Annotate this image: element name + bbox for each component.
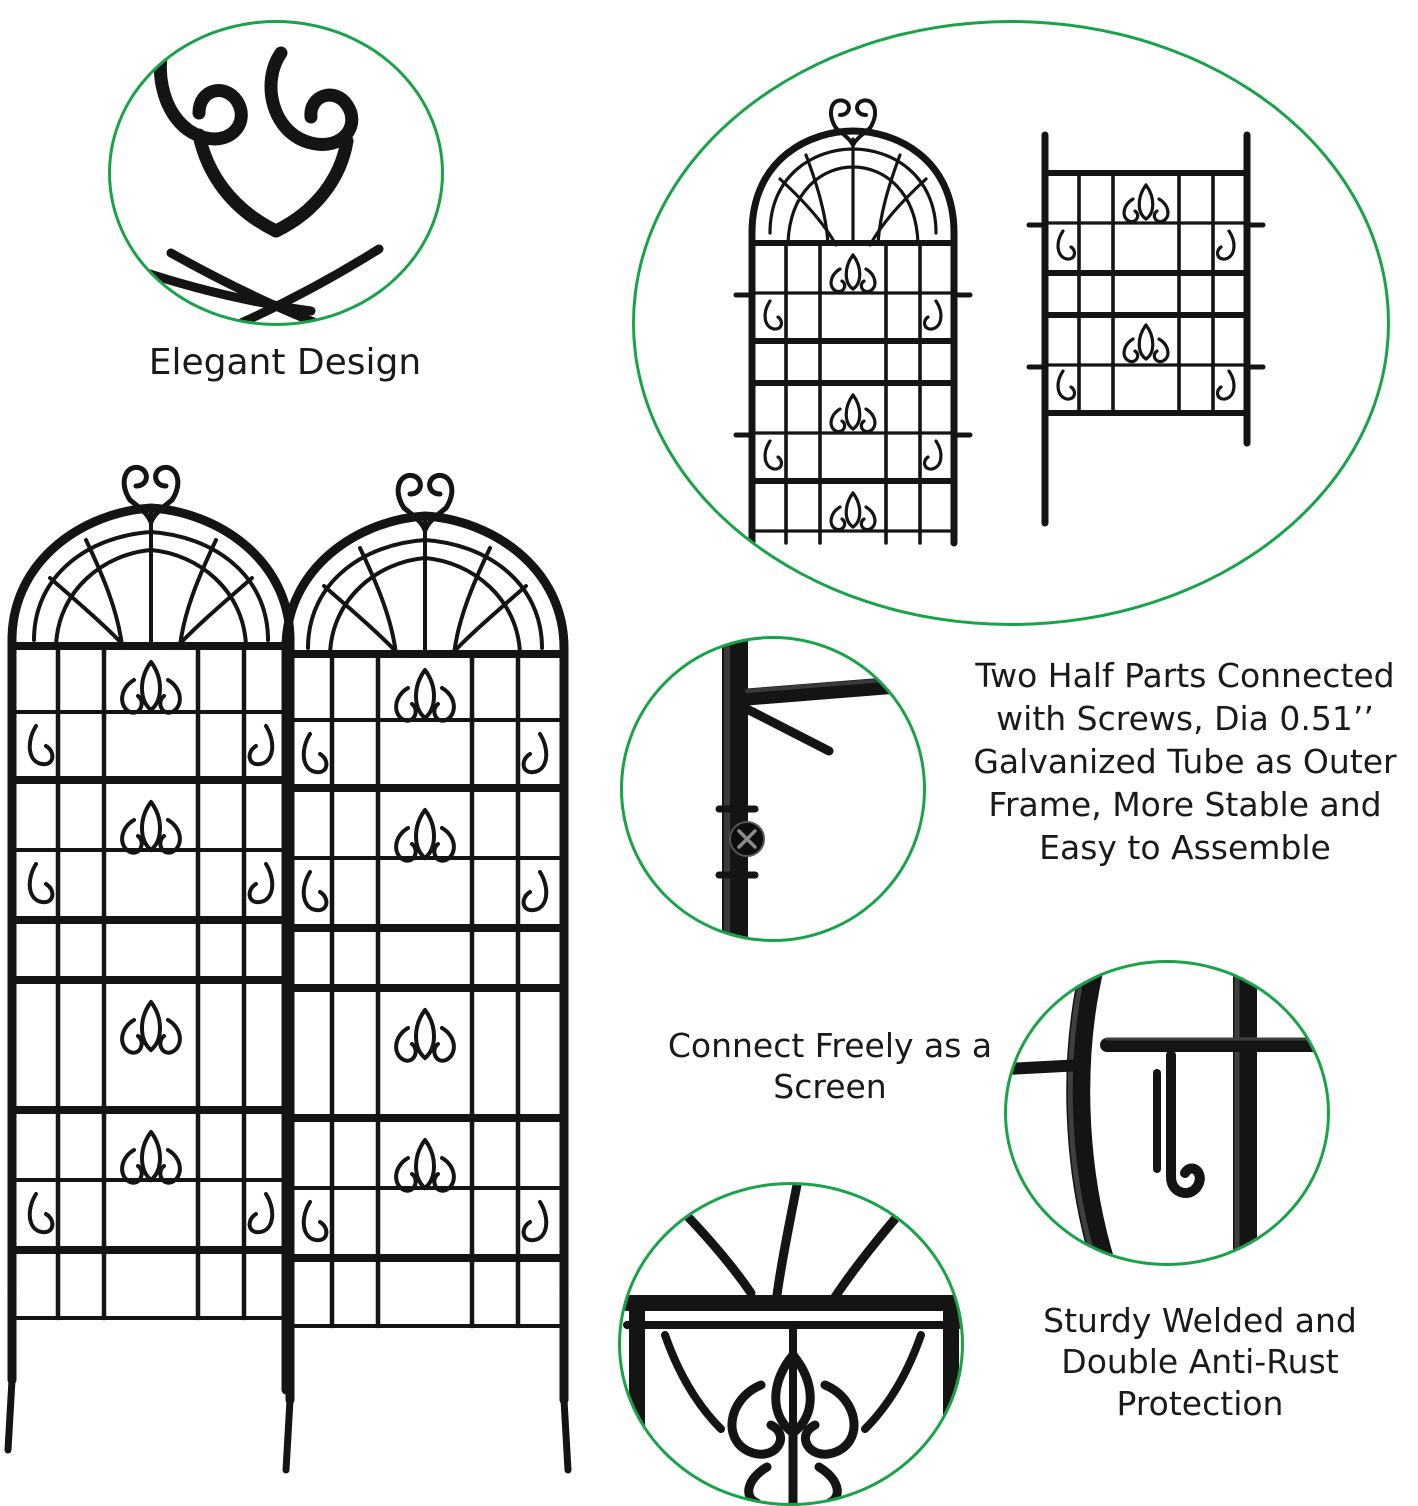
two-half-parts-illustration <box>635 23 1387 623</box>
main-trellis <box>0 450 620 1490</box>
hook-joint-circle <box>1004 960 1330 1266</box>
caption-connect-freely: Connect Freely as a Screen <box>667 1026 993 1107</box>
caption-sturdy-welded: Sturdy Welded and Double Anti-Rust Protection <box>1043 1301 1357 1423</box>
screw-connection-illustration <box>623 639 923 939</box>
welded-scrollwork-illustration <box>621 1185 961 1503</box>
screw-joint-circle <box>620 636 926 942</box>
caption-two-half-parts: Two Half Parts Connected with Screws, Dia 0.51’’ Galvanized Tube as Outer Frame, More Stable and Easy to Assemble <box>973 656 1397 867</box>
caption-elegant-design: Elegant Design <box>148 342 422 383</box>
scroll-detail-illustration <box>111 23 441 323</box>
screw-head-icon <box>730 822 764 856</box>
main-trellis-illustration <box>0 450 620 1490</box>
two-panel-circle <box>632 20 1390 626</box>
bottom-scroll-circle <box>618 1182 964 1506</box>
panel-hook-connection-illustration <box>1007 963 1327 1263</box>
scroll-detail-circle <box>108 20 444 326</box>
